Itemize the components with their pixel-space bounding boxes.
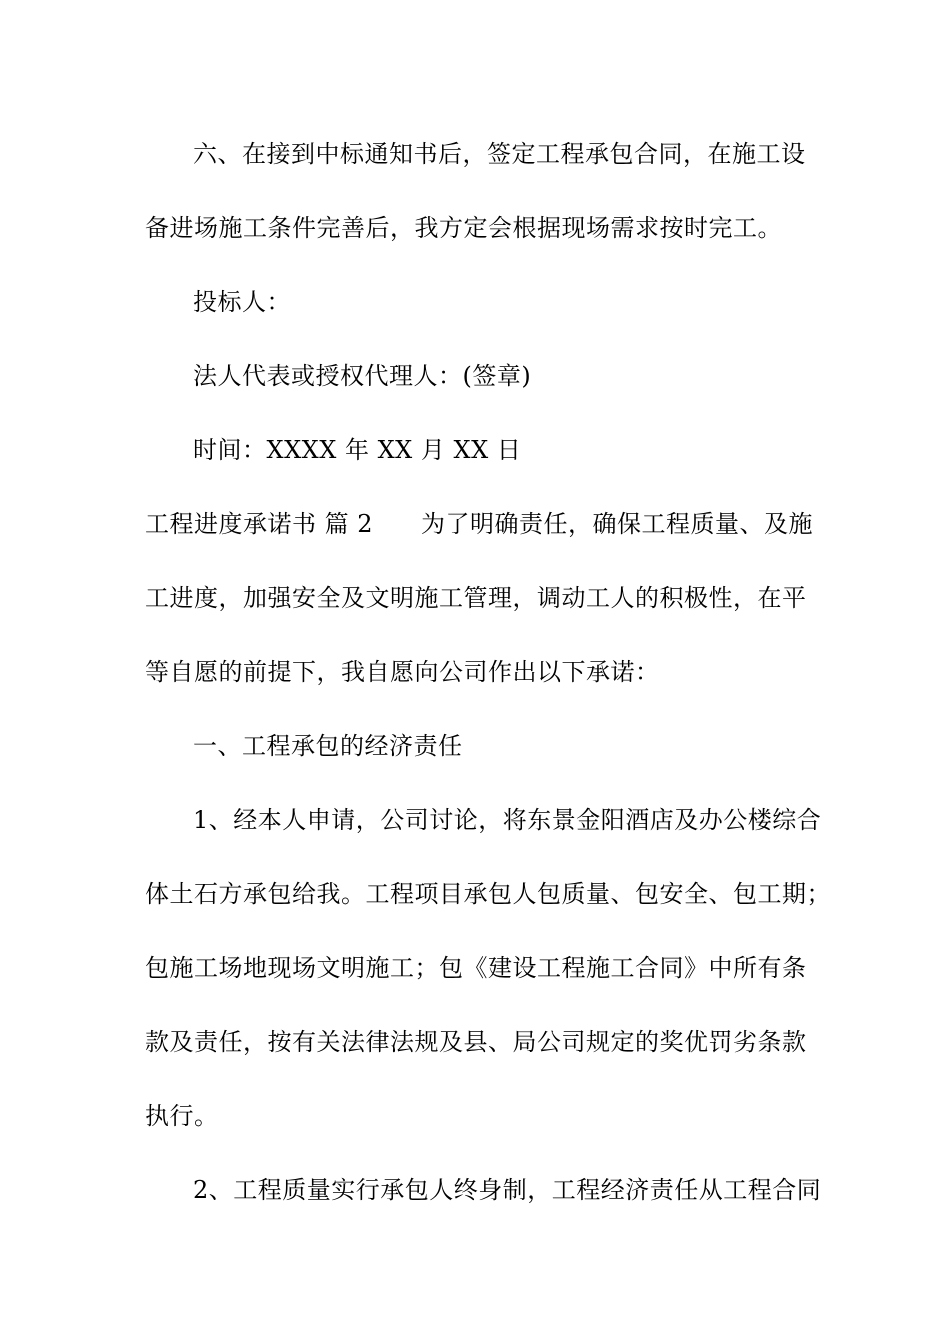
paragraph-line: 包施工场地现场文明施工；包《建设工程施工合同》中所有条: [145, 954, 807, 982]
section-title: 工程进度承诺书 篇 2: [145, 510, 374, 538]
paragraph-line: 1、经本人申请，公司讨论，将东景金阳酒店及办公楼综合: [193, 806, 822, 834]
paragraph-line: 等自愿的前提下，我自愿向公司作出以下承诺：: [145, 658, 660, 686]
signature-date: 时间：XXXX 年 XX 月 XX 日: [193, 436, 522, 464]
subsection-heading: 一、工程承包的经济责任: [193, 732, 463, 760]
signature-representative: 法人代表或授权代理人：(签章): [193, 362, 532, 390]
paragraph-line: 备进场施工条件完善后，我方定会根据现场需求按时完工。: [145, 214, 782, 242]
paragraph-text: 为了明确责任，确保工程质量、及施: [421, 510, 814, 538]
paragraph-line: 六、在接到中标通知书后，签定工程承包合同，在施工设: [193, 140, 806, 168]
paragraph-line: 2、工程质量实行承包人终身制，工程经济责任从工程合同: [193, 1176, 822, 1204]
paragraph-line: 工进度，加强安全及文明施工管理，调动工人的积极性，在平: [145, 584, 807, 612]
paragraph-line: 执行。: [145, 1102, 219, 1130]
paragraph-line: 款及责任，按有关法律法规及县、局公司规定的奖优罚劣条款: [145, 1028, 807, 1056]
section-heading-line: [145, 509, 813, 539]
signature-bidder: 投标人：: [193, 288, 291, 316]
paragraph-line: 体土石方承包给我。工程项目承包人包质量、包安全、包工期；: [145, 880, 831, 908]
